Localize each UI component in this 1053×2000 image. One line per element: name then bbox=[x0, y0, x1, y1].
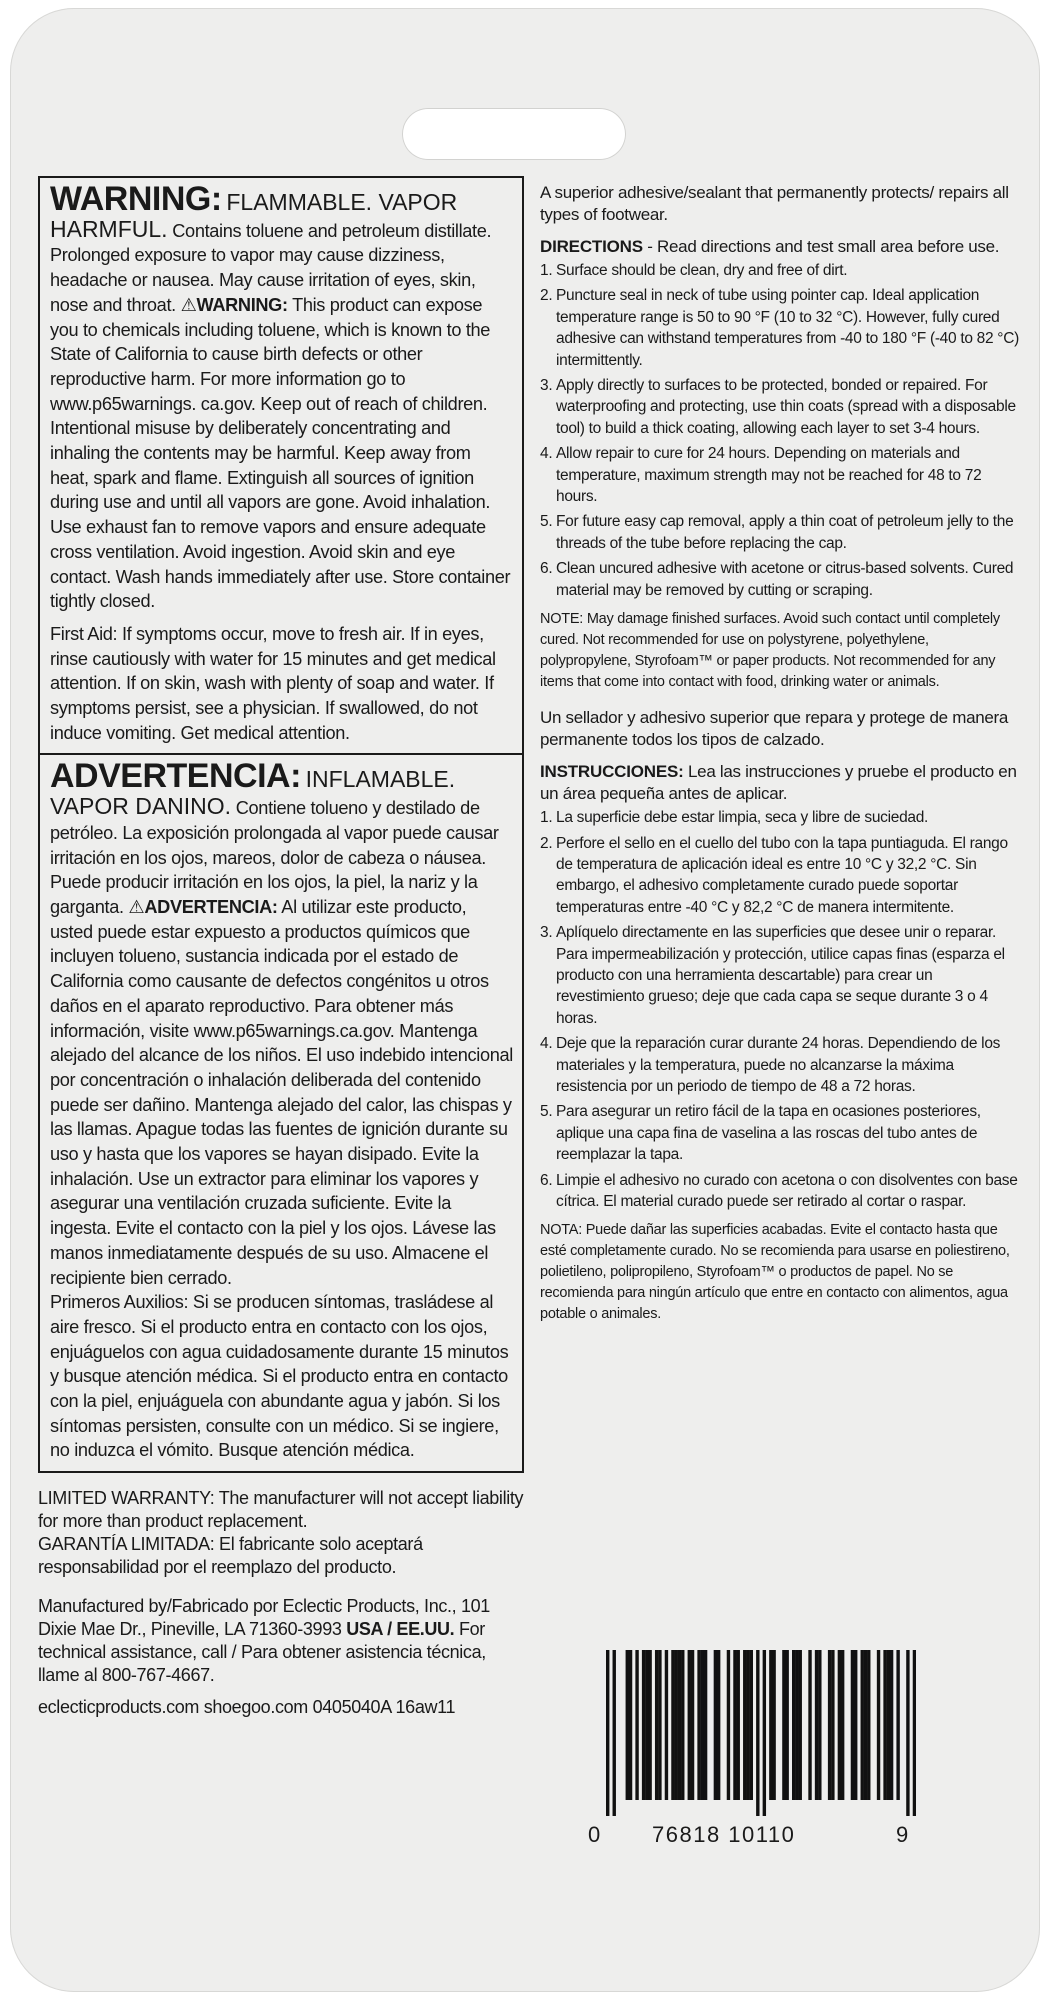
list-item bbox=[540, 511, 1020, 554]
step-text: Apply directly to surfaces to be protected, bonded or repaired. For waterproofing and protecting, use thin coats (spread with a disposable tool) to build a thick coating, allowing each layer to set 3-4 hours. bbox=[556, 377, 1016, 437]
warranty-es: GARANTÍA LIMITADA: El fabricante solo aceptará responsabilidad por el reemplazo del producto. bbox=[38, 1534, 423, 1578]
list-item bbox=[540, 1170, 1020, 1213]
barcode-number: 76818 10110 bbox=[652, 1822, 796, 1847]
barcode-bar bbox=[675, 1650, 678, 1800]
barcode-bar bbox=[678, 1650, 681, 1800]
barcode-bar bbox=[861, 1650, 864, 1800]
barcode-bar bbox=[750, 1650, 753, 1800]
list-item bbox=[540, 285, 1020, 371]
advertencia-triangle-icon: ⚠ bbox=[128, 896, 145, 917]
barcode-bar bbox=[896, 1650, 899, 1800]
list-item bbox=[540, 260, 1020, 281]
barcode-bar bbox=[851, 1650, 854, 1800]
barcode-bar bbox=[772, 1650, 775, 1800]
barcode-bar bbox=[681, 1650, 684, 1800]
barcode-bar bbox=[913, 1650, 916, 1816]
step-text: Puncture seal in neck of tube using pointer cap. Ideal application temperature range is 50 to 90 °F (10 to 32 °C). However, fully cured adhesive can withstand temperatures from -40 to 180 °F (-40 to 82 °C) intermittently. bbox=[556, 287, 1019, 369]
barcode-bar bbox=[727, 1650, 730, 1800]
warranty-en: LIMITED WARRANTY: The manufacturer will not accept liability for more than product replacement. bbox=[38, 1488, 524, 1532]
barcode-bar bbox=[769, 1650, 772, 1800]
list-item bbox=[540, 807, 1020, 828]
barcode-bar bbox=[887, 1650, 890, 1800]
barcode-bar bbox=[763, 1650, 766, 1816]
barcode-bar bbox=[828, 1650, 831, 1800]
step-text: La superficie debe estar limpia, seca y libre de suciedad. bbox=[556, 809, 929, 827]
warning-body: Contains toluene and petroleum distillate. Prolonged exposure to vapor may cause dizziness, headache or nausea. May cause irritation of eyes, skin, nose and throat. bbox=[50, 220, 492, 315]
barcode-bar bbox=[655, 1650, 658, 1800]
advertencia-heading: ADVERTENCIA: bbox=[50, 757, 301, 796]
barcode-bar bbox=[883, 1650, 886, 1800]
advertencia-heading-sub: INFLAMABLE. VAPOR DANINO. bbox=[50, 766, 456, 820]
directions-label: DIRECTIONS bbox=[540, 237, 643, 256]
step-text: Allow repair to cure for 24 hours. Depending on materials and temperature, maximum strength may not be reached for 48 to 72 hours. bbox=[556, 445, 982, 506]
barcode-bar bbox=[629, 1650, 632, 1800]
barcode-bar bbox=[818, 1650, 821, 1800]
barcode-bar bbox=[642, 1650, 645, 1800]
step-number: 4. bbox=[540, 1035, 553, 1053]
barcode-bar bbox=[658, 1650, 661, 1800]
list-item bbox=[540, 1101, 1020, 1165]
barcode-bar bbox=[838, 1650, 841, 1800]
barcode-bar bbox=[877, 1650, 880, 1800]
barcode-bar bbox=[854, 1650, 857, 1800]
barcode-bar bbox=[704, 1650, 707, 1800]
barcode-bar bbox=[841, 1650, 844, 1800]
first-aid-text: First Aid: If symptoms occur, move to fresh air. If in eyes, rinse cautiously with water for 15 minutes and get medical attention. If on skin, wash with plenty of soap and water. If symptoms persist, see a physician. If swallowed, do not induce vomiting. Get medical attention. bbox=[50, 623, 496, 743]
warning-triangle-icon: ⚠ bbox=[180, 294, 197, 315]
barcode-bar bbox=[606, 1650, 609, 1816]
directions-heading-en bbox=[540, 236, 1020, 258]
step-number: 6. bbox=[540, 1171, 553, 1189]
manufacturer-country: USA / EE.UU. bbox=[346, 1619, 455, 1640]
barcode-bar bbox=[890, 1650, 893, 1800]
directions-list-es bbox=[540, 807, 1020, 1212]
step-number: 1. bbox=[540, 809, 553, 827]
manufacturer-line: Manufactured by/Fabricado por Eclectic Products, Inc., 101 Dixie Mae Dr., Pineville, LA 71360-3993 bbox=[38, 1596, 490, 1640]
barcode-bar bbox=[792, 1650, 795, 1800]
prop65-text-es: Al utilizar este producto, usted puede estar expuesto a productos químicos que incluyen tolueno, sustancia indicada por el estado de California como causante de defectos congénitos u otros daños en el aparato reproductivo. Para obtener más información, visite www.p65warnings.ca.gov. Mantenga alejado del alcance de los niños. El uso indebido intencional por concentración o inhalación deliberada del contenido puede ser dañino. Mantenga alejado del calor, las chispas y las llamas. Apague todas las fuentes de ignición durante su uso y hasta que los vapores se hayan disipado. Evite la inhalación. Use un extractor para eliminar los vapores y asegurar una ventilación cruzada suficiente. Evite la ingesta. Evite el contacto con la piel y los ojos. Lávese las manos inmediatamente después de su uso. Almacene el recipiente bien cerrado. bbox=[50, 896, 513, 1288]
barcode-bar bbox=[688, 1650, 691, 1800]
barcode-bar bbox=[743, 1650, 746, 1800]
note-en: NOTE: May damage finished surfaces. Avoid such contact until completely cured. Not recommended for use on polystyrene, polyethylene, polypropylene, Styrofoam™ or paper products. Not recommended for any items that come into contact with food, drinking water or animals. bbox=[540, 611, 1000, 691]
step-text: Perfore el sello en el cuello del tubo con la tapa puntiaguda. El rango de temperatura de aplicación ideal es entre 10 °C y 32,2 °C. Sin embargo, el adhesivo completamente curado puede soportar temperaturas entre -40 °C y 82,2 °C de manera intermitente. bbox=[556, 834, 1008, 916]
primeros-auxilios-text: Primeros Auxilios: Si se producen síntomas, trasládese al aire fresco. Si el producto entra en contacto con los ojos, enjuáguelos con agua cuidadosamente durante 15 minutos y busque atención médica. Si el producto entra en contacto con la piel, enjuáguela con abundante agua y jabón. Si los síntomas persisten, consulte con un médico. Si se ingiere, no induzca el vómito. Busque atención médica. bbox=[50, 1292, 509, 1461]
step-number: 5. bbox=[540, 513, 553, 531]
barcode-bar bbox=[613, 1650, 616, 1816]
step-number: 2. bbox=[540, 287, 553, 305]
barcode-lead-digit: 0 bbox=[588, 1822, 601, 1847]
barcode-bar bbox=[867, 1650, 870, 1800]
directions-text: - Read directions and test small area before use. bbox=[642, 237, 1000, 256]
list-item bbox=[540, 1033, 1020, 1097]
list-item bbox=[540, 833, 1020, 919]
barcode-bar bbox=[691, 1650, 694, 1800]
manufacturer-support: For technical assistance, call / Para obtener asistencia técnica, llame al 800-767-4667. bbox=[38, 1619, 486, 1686]
barcode-bar bbox=[733, 1650, 736, 1800]
barcode-bar bbox=[799, 1650, 802, 1800]
advertencia-box bbox=[38, 755, 524, 1473]
step-text: Deje que la reparación curar durante 24 horas. Dependiendo de los materiales y la temperatura, puede no alcanzarse la máxima resistencia por un periodo de tiempo de 48 a 72 horas. bbox=[556, 1035, 1001, 1095]
manufacturer-block bbox=[38, 1595, 524, 1687]
advertencia-body: Contiene tolueno y destilado de petróleo. La exposición prolongada al vapor puede causar irritación en los ojos, mareos, dolor de cabeza o náusea. Puede producir irritación en los ojos, la piel, la nariz y la garganta. bbox=[50, 798, 499, 917]
step-number: 5. bbox=[540, 1103, 553, 1121]
barcode-bar bbox=[717, 1650, 720, 1800]
step-number: 2. bbox=[540, 834, 553, 852]
step-number: 6. bbox=[540, 560, 553, 578]
step-number: 3. bbox=[540, 377, 553, 395]
note-es: NOTA: Puede dañar las superficies acabadas. Evite el contacto hasta que esté completamente curado. No se recomienda para usarse en poliestireno, polietileno, polipropileno, Styrofoam™ o productos de papel. No se recomienda para ningún artículo que entre en contacto con alimentos, agua potable o animales. bbox=[540, 1222, 1010, 1323]
barcode-bar bbox=[815, 1650, 818, 1800]
intro-es: Un sellador y adhesivo superior que repara y protege de manera permanente todos los tipos de calzado. bbox=[540, 708, 1009, 750]
barcode-bar bbox=[626, 1650, 629, 1800]
barcode-bar bbox=[785, 1650, 788, 1800]
prop65-text: This product can expose you to chemicals including toluene, which is known to the State of California to cause birth defects or other reproductive harm. For more information go to www.p65warnings. ca.gov. Keep out of reach of children. Intentional misuse by deliberately concentrating and inhaling the contents may be harmful. Keep away from heat, spark and flame. Extinguish all sources of ignition during use and until all vapors are gone. Avoid inhalation. Use exhaust fan to remove vapors and ensure adequate cross ventilation. Avoid ingestion. Avoid skin and eye contact. Wash hands immediately after use. Store container tightly closed. bbox=[50, 294, 511, 612]
intro-en: A superior adhesive/sealant that permanently protects/ repairs all types of footwear. bbox=[540, 183, 1009, 224]
barcode-bar bbox=[665, 1650, 668, 1800]
warranty-block bbox=[38, 1487, 524, 1579]
barcode-bars bbox=[606, 1650, 916, 1816]
barcode-bar bbox=[756, 1650, 759, 1816]
instrucciones-label: INSTRUCCIONES: bbox=[540, 762, 684, 782]
barcode-bar bbox=[697, 1650, 700, 1800]
barcode-bar bbox=[645, 1650, 648, 1800]
barcode-bar bbox=[795, 1650, 798, 1800]
warning-heading-sub: FLAMMABLE. VAPOR HARMFUL. bbox=[50, 189, 458, 242]
barcode-trail-digit: 9 bbox=[896, 1822, 909, 1847]
list-item bbox=[540, 922, 1020, 1029]
directions-heading-es bbox=[540, 761, 1020, 805]
left-column bbox=[38, 176, 524, 1719]
barcode-bar bbox=[864, 1650, 867, 1800]
barcode-bar bbox=[808, 1650, 811, 1800]
step-text: Clean uncured adhesive with acetone or citrus-based solvents. Cured material may be removed by cutting or scraping. bbox=[556, 560, 1014, 599]
barcode-bar bbox=[635, 1650, 638, 1800]
warning-paragraph bbox=[50, 180, 513, 614]
step-text: For future easy cap removal, apply a thin coat of petroleum jelly to the threads of the tube before replacing the cap. bbox=[556, 513, 1014, 552]
step-number: 1. bbox=[540, 262, 553, 279]
footer-line: eclecticproducts.com shoegoo.com 0405040A 16aw11 bbox=[38, 1697, 456, 1718]
directions-list-en bbox=[540, 260, 1020, 601]
barcode-bar bbox=[701, 1650, 704, 1800]
right-column bbox=[540, 182, 1020, 1325]
barcode bbox=[588, 1650, 918, 1860]
step-text: Surface should be clean, dry and free of dirt. bbox=[556, 262, 848, 279]
step-number: 4. bbox=[540, 445, 553, 463]
warning-heading: WARNING: bbox=[50, 180, 222, 218]
list-item bbox=[540, 375, 1020, 439]
barcode-bar bbox=[782, 1650, 785, 1800]
barcode-bar bbox=[737, 1650, 740, 1800]
list-item bbox=[540, 558, 1020, 601]
hang-hole bbox=[402, 108, 626, 160]
barcode-bar bbox=[714, 1650, 717, 1800]
barcode-bar bbox=[831, 1650, 834, 1800]
step-number: 3. bbox=[540, 924, 553, 942]
step-text: Limpie el adhesivo no curado con acetona o con disolventes con base cítrica. El material curado puede ser retirado al cortar o raspar. bbox=[556, 1171, 1018, 1210]
barcode-bar bbox=[648, 1650, 651, 1800]
barcode-bar bbox=[671, 1650, 674, 1800]
step-text: Para asegurar un retiro fácil de la tapa en ocasiones posteriores, aplique una capa fina de vaselina a las roscas del tubo antes de reemplazar la tapa. bbox=[556, 1103, 981, 1164]
barcode-bar bbox=[746, 1650, 749, 1800]
prop65-label-es: ADVERTENCIA: bbox=[144, 896, 278, 917]
barcode-bar bbox=[906, 1650, 909, 1816]
warning-box bbox=[38, 176, 524, 755]
list-item bbox=[540, 443, 1020, 507]
instrucciones-text: Lea las instrucciones y pruebe el producto en un área pequeña antes de aplicar. bbox=[540, 762, 1017, 804]
prop65-label: WARNING: bbox=[196, 294, 288, 315]
advertencia-paragraph bbox=[50, 757, 513, 1290]
step-text: Aplíquelo directamente en las superficies que desee unir o reparar. Para impermeabilización y protección, utilice capas finas (esparza el producto con una herramienta descartable) para crear un revestimiento grueso; deje que cada capa se seque durante 3 o 4 horas. bbox=[556, 924, 1005, 1027]
